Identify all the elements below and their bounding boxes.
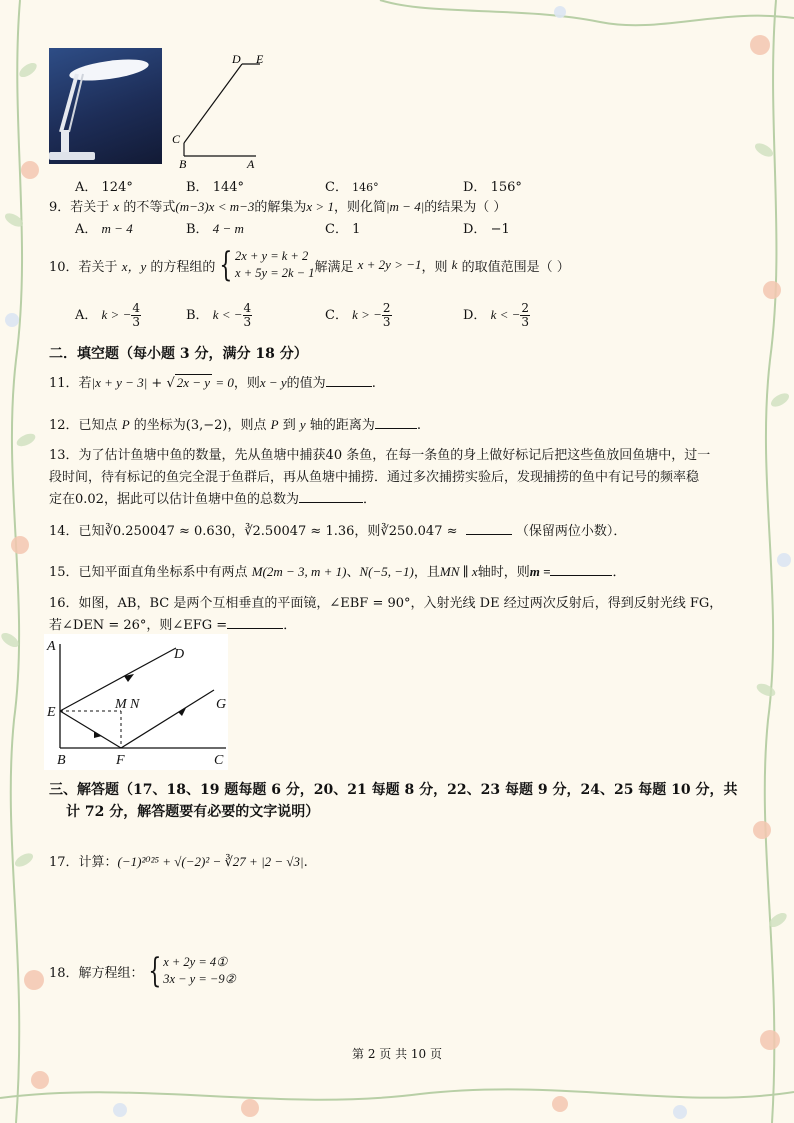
q8-option-d: D． 156°: [463, 180, 522, 195]
q9-stem: 9．若关于 x 的不等式(m−3)x < m−3的解集为x > 1，则化简|m − 4|的结果为（ ）: [49, 199, 507, 215]
q11-answer-blank[interactable]: [326, 374, 372, 387]
q10-option-b: B． k < − $\frac{4}{3}$: [186, 301, 252, 329]
q12-answer-blank[interactable]: [375, 416, 417, 429]
q13-line-3: 定在0.02，据此可以估计鱼塘中鱼的总数为 ．: [49, 492, 376, 507]
q16-label-c: C: [214, 753, 224, 768]
q16-label-m: M: [115, 697, 127, 712]
q14: 14．已知∛0.250047 ≈ 0.630，∛2.50047 ≈ 1.36，则∛250.047 ≈ （保留两位小数）．: [49, 524, 627, 539]
q9-option-c: C． 1: [325, 222, 361, 237]
q16-line-2: 若∠DEN = 26°，则∠EFG = ．: [49, 618, 297, 633]
q8-label-a: A: [247, 157, 255, 170]
q16-mirror-figure: [44, 634, 240, 770]
page-footer: 第 2 页 共 10 页: [352, 1047, 442, 1061]
q9-option-b: B． 4 − m: [186, 221, 244, 237]
q15-answer-blank[interactable]: [550, 563, 612, 576]
q13-line-1: 13．为了估计鱼塘中鱼的数量，先从鱼塘中捕获40 条鱼，在每一条鱼的身上做好标记后把这些鱼放回鱼塘中，过一: [49, 448, 711, 463]
q8-label-d: D: [232, 52, 241, 66]
q9-option-a: A． m − 4: [75, 221, 133, 237]
q8-label-e: E: [256, 52, 264, 66]
q17: 17．计算：(−1)²⁰²⁵ + √(−2)² − ∛27 + |2 − √3|.: [49, 854, 308, 870]
q8-label-b: B: [179, 157, 187, 170]
q8-option-c: C． 146°: [325, 180, 379, 195]
q8-option-a: A． 124°: [75, 180, 133, 195]
q15: 15．已知平面直角坐标系中有两点 M(2m − 3, m + 1)、N(−5, −1)，且MN ∥ x轴时，则m = ．: [49, 564, 626, 580]
q8-angle-figure: [170, 50, 270, 170]
q10-option-c: C． k > − $\frac{2}{3}$: [325, 301, 391, 329]
desk-lamp-photo: [49, 48, 162, 164]
q14-answer-blank[interactable]: [466, 522, 512, 535]
q18-system: { x + 2y = 4① 3x − y = −9②: [147, 951, 236, 991]
q13-answer-blank[interactable]: [299, 490, 363, 503]
q10-stem: 10．若关于 x，y 的方程组的 { 2x + y = k + 2 x + 5y = 2k − 1 解满足 x + 2y > −1 ，则 k 的取值范围是（ ）: [49, 245, 570, 285]
q16-label-a: A: [47, 639, 56, 654]
q16-label-e: E: [47, 705, 56, 720]
q16-answer-blank[interactable]: [227, 616, 283, 629]
q16-label-g: G: [216, 697, 227, 712]
q16-label-d: D: [174, 647, 185, 662]
section-3-heading-line-1: 三、解答题（17、18、19 题每题 6 分，20、21 每题 8 分，22、23 每题 9 分，24、25 每题 10 分，共: [49, 782, 738, 798]
q10-system: { 2x + y = k + 2 x + 5y = 2k − 1: [219, 245, 315, 285]
q10-option-a: A． k > − $\frac{4}{3}$: [75, 301, 140, 329]
q8-label-c: C: [172, 132, 181, 146]
section-3-heading-line-2: 计 72 分，解答题要有必要的文字说明）: [66, 804, 320, 820]
q13-line-2: 段时间，待有标记的鱼完全混于鱼群后，再从鱼塘中捕捞．通过多次捕捞实验后，发现捕捞的鱼中有记号的频率稳: [49, 470, 700, 485]
q16-line-1: 16．如图，AB，BC 是两个互相垂直的平面镜，∠EBF = 90°，入射光线 DE 经过两次反射后，得到反射光线 FG，: [49, 596, 723, 611]
q10-option-d: D． k < − $\frac{2}{3}$: [463, 301, 530, 329]
q11: 11．若|x + y − 3| + √ 2x − y = 0，则x − y的值为 .: [49, 375, 376, 391]
q12: 12．已知点 P 的坐标为(3,−2)，则点 P 到 y 轴的距离为 .: [49, 417, 421, 433]
q9-option-d: D． −1: [463, 222, 510, 237]
section-2-heading: 二．填空题（每小题 3 分，满分 18 分）: [49, 346, 308, 362]
q16-label-b: B: [57, 753, 66, 768]
q8-option-b: B． 144°: [186, 180, 245, 195]
q16-label-n: N: [130, 697, 140, 712]
q16-label-f: F: [116, 753, 125, 768]
q18: 18．解方程组： { x + 2y = 4① 3x − y = −9②: [49, 951, 236, 991]
